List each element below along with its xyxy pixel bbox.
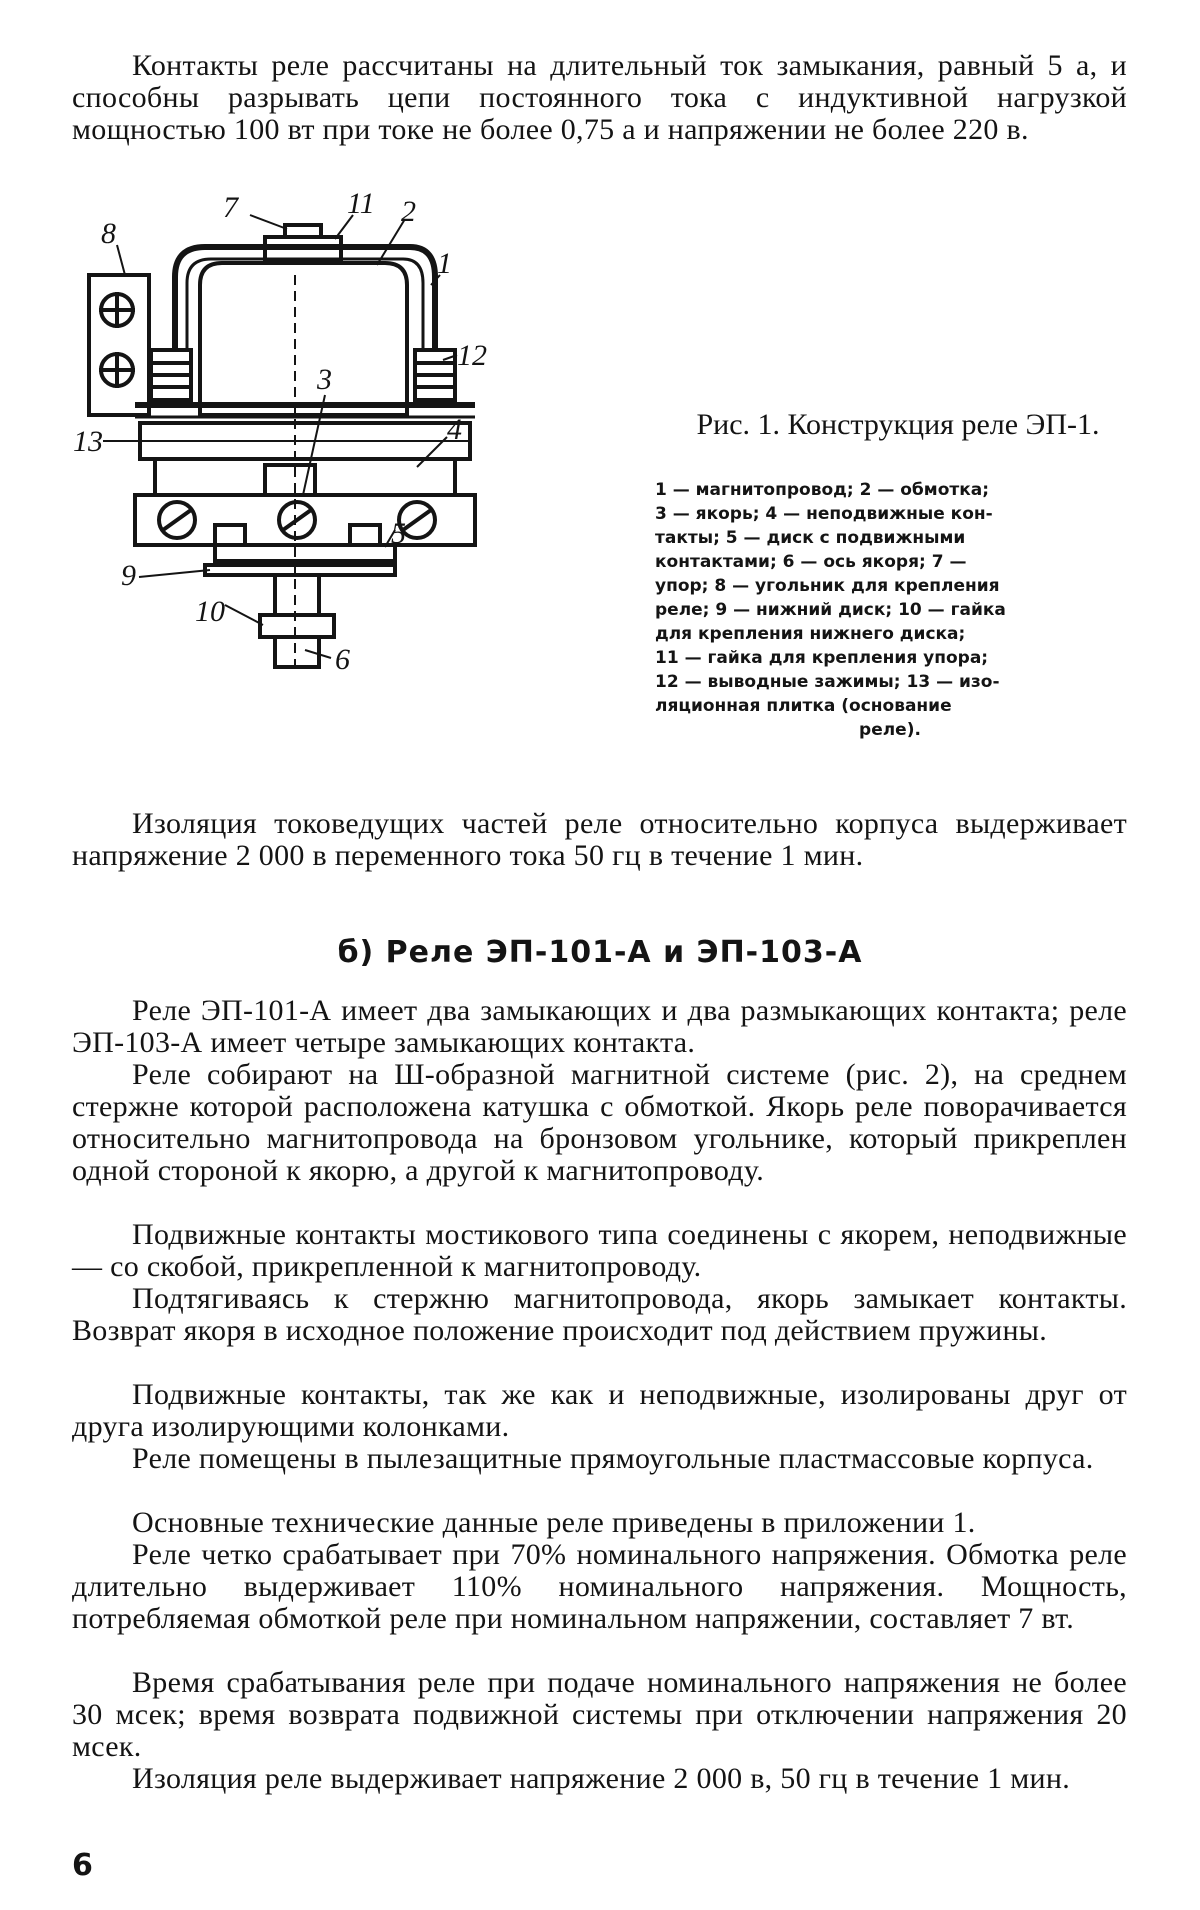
legend-line: 11 — гайка для крепления упора; bbox=[655, 648, 989, 668]
callout-2: 2 bbox=[401, 195, 416, 228]
paragraph-housing: Реле помещены в пылезащитные прямоугольные пластмассовые корпуса. bbox=[132, 1442, 1094, 1475]
paragraph-relay-types: Реле ЭП-101-А имеет два замыкающих и два размыкающих контакта; реле ЭП-103-А имеет четыре замыкающих контакта. bbox=[72, 994, 1127, 1059]
section-heading: б) Реле ЭП-101-А и ЭП-103-А bbox=[337, 935, 863, 970]
legend-line: 12 — выводные зажимы; 13 — изо- bbox=[655, 672, 1000, 692]
paragraph-insulation-1: Изоляция токоведущих частей реле относительно корпуса выдерживает напряжение 2 000 в переменного тока 50 гц в течение 1 мин. bbox=[72, 807, 1127, 872]
callout-12: 12 bbox=[457, 339, 487, 372]
paragraph-timing: Время срабатывания реле при подаче номинального напряжения не более 30 мсек; время возврата подвижной системы при отключении напряжения 20 мсек. bbox=[72, 1666, 1127, 1763]
callout-7: 7 bbox=[223, 191, 238, 224]
figure-caption-title: Рис. 1. Конструкция реле ЭП-1. bbox=[696, 408, 1100, 441]
callout-11: 11 bbox=[347, 187, 375, 220]
legend-line: реле). bbox=[859, 720, 921, 740]
legend-line: такты; 5 — диск с подвижными bbox=[655, 528, 966, 548]
legend-line: ляционная плитка (основание bbox=[655, 696, 952, 716]
relay-construction-figure bbox=[73, 187, 515, 775]
paragraph-tech-data: Основные технические данные реле приведены в приложении 1. bbox=[132, 1506, 976, 1539]
callout-5: 5 bbox=[391, 517, 406, 550]
callout-6: 6 bbox=[335, 643, 350, 676]
paragraph-operating-voltage: Реле четко срабатывает при 70% номинального напряжения. Обмотка реле длительно выдерживает 110% номинального напряжения. Мощность, потребляемая обмоткой реле при номинальном напряжении, составляет 7 вт. bbox=[72, 1538, 1127, 1635]
callout-13: 13 bbox=[73, 425, 103, 458]
callout-3: 3 bbox=[317, 363, 332, 396]
legend-line: 3 — якорь; 4 — неподвижные кон- bbox=[655, 504, 993, 524]
legend-line: реле; 9 — нижний диск; 10 — гайка bbox=[655, 600, 1006, 620]
legend-line: для крепления нижнего диска; bbox=[655, 624, 966, 644]
callout-8: 8 bbox=[101, 217, 116, 250]
paragraph-armature-motion: Подтягиваясь к стержню магнитопровода, якорь замыкает контакты. Возврат якоря в исходное положение происходит под действием пружины. bbox=[72, 1282, 1127, 1347]
legend-line: 1 — магнитопровод; 2 — обмотка; bbox=[655, 480, 990, 500]
paragraph-contacts-rating: Контакты реле рассчитаны на длительный ток замыкания, равный 5 а, и способны разрывать цепи постоянного тока с индуктивной нагрузкой мощностью 100 вт при токе не более 0,75 а и напряжении не более 220 в. bbox=[72, 49, 1127, 146]
paragraph-contact-insulation: Подвижные контакты, так же как и неподвижные, изолированы друг от друга изолирующими колонками. bbox=[72, 1378, 1127, 1443]
legend-line: контактами; 6 — ось якоря; 7 — bbox=[655, 552, 967, 572]
legend-line: упор; 8 — угольник для крепления bbox=[655, 576, 1000, 596]
paragraph-insulation-2: Изоляция реле выдерживает напряжение 2 000 в, 50 гц в течение 1 мин. bbox=[132, 1762, 1071, 1795]
paragraph-bridge-contacts: Подвижные контакты мостикового типа соединены с якорем, неподвижные — со скобой, прикрепленной к магнитопроводу. bbox=[72, 1218, 1127, 1283]
figure-legend bbox=[655, 478, 1125, 742]
callout-9: 9 bbox=[121, 559, 136, 592]
page-number: 6 bbox=[72, 1848, 93, 1883]
callout-10: 10 bbox=[195, 595, 225, 628]
callout-1: 1 bbox=[437, 247, 452, 280]
callout-4: 4 bbox=[447, 413, 462, 446]
paragraph-magnetic-system: Реле собирают на Ш-образной магнитной системе (рис. 2), на среднем стержне которой расположена катушка с обмоткой. Якорь реле поворачивается относительно магнитопровода на бронзовом угольнике, который прикреплен одной стороной к якорю, а другой к магнитопроводу. bbox=[72, 1058, 1127, 1187]
